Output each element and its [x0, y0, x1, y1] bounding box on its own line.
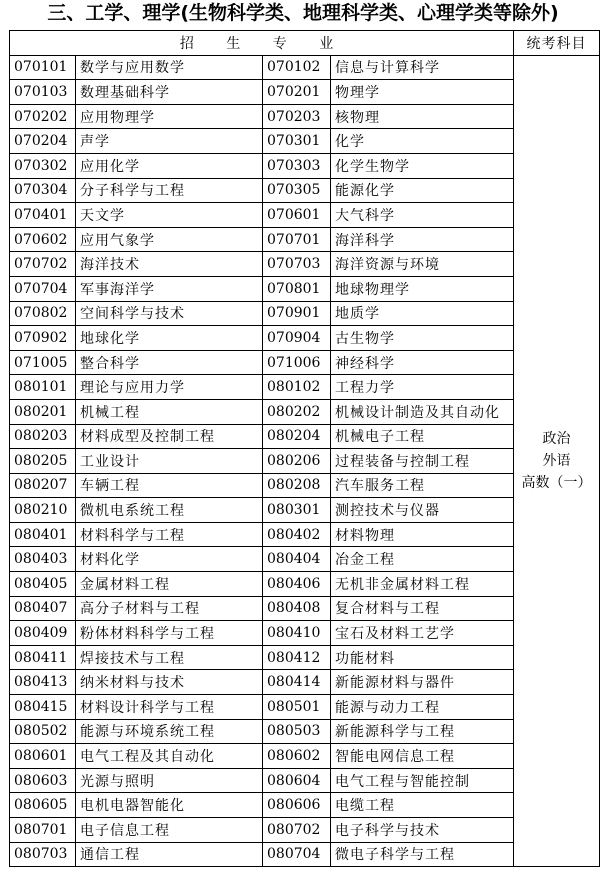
- major-name: 声学: [76, 129, 263, 154]
- major-code: 080201: [10, 399, 76, 424]
- major-name: 大气科学: [331, 203, 514, 228]
- major-code: 070302: [10, 153, 76, 178]
- major-name: 通信工程: [76, 842, 263, 867]
- major-name: 宝石及材料工艺学: [331, 621, 514, 646]
- major-name: 机械工程: [76, 399, 263, 424]
- table-row: [10, 621, 600, 646]
- table-row: [10, 719, 600, 744]
- major-code: 080204: [263, 424, 331, 449]
- table-row: [10, 350, 600, 375]
- table-row: [10, 793, 600, 818]
- major-code: 070204: [10, 129, 76, 154]
- major-name: 整合科学: [76, 350, 263, 375]
- major-name: 焊接技术与工程: [76, 645, 263, 670]
- major-code: 080101: [10, 375, 76, 400]
- major-code: 080408: [263, 596, 331, 621]
- major-name: 应用物理学: [76, 104, 263, 129]
- major-name: 材料物理: [331, 522, 514, 547]
- table-row: [10, 596, 600, 621]
- major-code: 080210: [10, 498, 76, 523]
- major-name: 智能电网信息工程: [331, 744, 514, 769]
- major-code: 070902: [10, 326, 76, 351]
- major-name: 物理学: [331, 80, 514, 105]
- table-row: [10, 449, 600, 474]
- major-name: 电气工程及其自动化: [76, 744, 263, 769]
- table-row: [10, 55, 600, 80]
- major-name: 空间科学与技术: [76, 301, 263, 326]
- major-code: 080301: [263, 498, 331, 523]
- major-code: 070901: [263, 301, 331, 326]
- major-name: 电机电器智能化: [76, 793, 263, 818]
- major-name: 能源与动力工程: [331, 695, 514, 720]
- major-name: 分子科学与工程: [76, 178, 263, 203]
- major-name: 复合材料与工程: [331, 596, 514, 621]
- major-name: 信息与计算科学: [331, 55, 514, 80]
- major-name: 理论与应用力学: [76, 375, 263, 400]
- major-code: 080414: [263, 670, 331, 695]
- major-code: 080406: [263, 572, 331, 597]
- table-row: [10, 744, 600, 769]
- major-code: 080207: [10, 473, 76, 498]
- major-name: 电子科学与技术: [331, 818, 514, 843]
- exam-subjects-cell: [514, 55, 600, 867]
- major-name: 功能材料: [331, 645, 514, 670]
- table-row: [10, 818, 600, 843]
- table-header-row: [10, 31, 600, 56]
- major-code: 080605: [10, 793, 76, 818]
- major-name: 海洋资源与环境: [331, 252, 514, 277]
- major-name: 过程装备与控制工程: [331, 449, 514, 474]
- major-table: [9, 30, 600, 867]
- major-name: 数理基础科学: [76, 80, 263, 105]
- major-name: 金属材料工程: [76, 572, 263, 597]
- major-code: 080601: [10, 744, 76, 769]
- major-name: 工程力学: [331, 375, 514, 400]
- major-name: 机械设计制造及其自动化: [331, 399, 514, 424]
- major-name: 数学与应用数学: [76, 55, 263, 80]
- major-code: 070102: [263, 55, 331, 80]
- major-name: 能源化学: [331, 178, 514, 203]
- table-row: [10, 153, 600, 178]
- major-name: 光源与照明: [76, 768, 263, 793]
- header-exam-subjects: 统考科目: [514, 31, 600, 56]
- major-name: 纳米材料与技术: [76, 670, 263, 695]
- table-row: [10, 695, 600, 720]
- major-name: 材料科学与工程: [76, 522, 263, 547]
- major-code: 080704: [263, 842, 331, 867]
- major-code: 080403: [10, 547, 76, 572]
- major-code: 070802: [10, 301, 76, 326]
- table-row: [10, 80, 600, 105]
- table-row: [10, 276, 600, 301]
- major-name: 材料成型及控制工程: [76, 424, 263, 449]
- table-row: [10, 572, 600, 597]
- table-row: [10, 424, 600, 449]
- major-name: 化学: [331, 129, 514, 154]
- major-name: 能源与环境系统工程: [76, 719, 263, 744]
- table-row: [10, 203, 600, 228]
- major-code: 070303: [263, 153, 331, 178]
- major-code: 080501: [263, 695, 331, 720]
- major-code: 080603: [10, 768, 76, 793]
- major-code: 080401: [10, 522, 76, 547]
- major-name: 机械电子工程: [331, 424, 514, 449]
- table-row: [10, 473, 600, 498]
- major-name: 测控技术与仪器: [331, 498, 514, 523]
- table-row: [10, 522, 600, 547]
- major-code: 080702: [263, 818, 331, 843]
- major-code: 080102: [263, 375, 331, 400]
- major-code: 080412: [263, 645, 331, 670]
- major-code: 070701: [263, 227, 331, 252]
- major-code: 080411: [10, 645, 76, 670]
- major-code: 080415: [10, 695, 76, 720]
- major-name: 天文学: [76, 203, 263, 228]
- table-row: [10, 301, 600, 326]
- major-name: 地球物理学: [331, 276, 514, 301]
- major-name: 地质学: [331, 301, 514, 326]
- table-row: [10, 326, 600, 351]
- header-major: 招 生 专 业: [10, 31, 514, 56]
- major-code: 080205: [10, 449, 76, 474]
- major-code: 070201: [263, 80, 331, 105]
- major-code: 070305: [263, 178, 331, 203]
- major-name: 车辆工程: [76, 473, 263, 498]
- major-name: 应用气象学: [76, 227, 263, 252]
- major-code: 070401: [10, 203, 76, 228]
- major-code: 080409: [10, 621, 76, 646]
- major-code: 080202: [263, 399, 331, 424]
- major-name: 工业设计: [76, 449, 263, 474]
- major-code: 080203: [10, 424, 76, 449]
- major-code: 080602: [263, 744, 331, 769]
- major-code: 070203: [263, 104, 331, 129]
- major-name: 新能源科学与工程: [331, 719, 514, 744]
- major-name: 军事海洋学: [76, 276, 263, 301]
- major-name: 材料化学: [76, 547, 263, 572]
- table-row: [10, 842, 600, 867]
- exam-subject: 高数（一）: [521, 474, 592, 491]
- table-body: [10, 55, 600, 867]
- major-code: 070202: [10, 104, 76, 129]
- major-name: 电气工程与智能控制: [331, 768, 514, 793]
- major-code: 080701: [10, 818, 76, 843]
- major-code: 070103: [10, 80, 76, 105]
- exam-subject: 外语: [542, 452, 571, 469]
- major-code: 080407: [10, 596, 76, 621]
- major-name: 粉体材料科学与工程: [76, 621, 263, 646]
- major-code: 070904: [263, 326, 331, 351]
- table-row: [10, 547, 600, 572]
- table-row: [10, 498, 600, 523]
- major-code: 080206: [263, 449, 331, 474]
- major-name: 古生物学: [331, 326, 514, 351]
- major-name: 海洋技术: [76, 252, 263, 277]
- exam-subject: 政治: [542, 430, 571, 447]
- major-code: 080404: [263, 547, 331, 572]
- major-name: 新能源材料与器件: [331, 670, 514, 695]
- major-name: 电子信息工程: [76, 818, 263, 843]
- major-name: 微电子科学与工程: [331, 842, 514, 867]
- major-code: 080703: [10, 842, 76, 867]
- table-row: [10, 645, 600, 670]
- major-code: 071005: [10, 350, 76, 375]
- major-code: 080208: [263, 473, 331, 498]
- major-name: 电缆工程: [331, 793, 514, 818]
- major-name: 高分子材料与工程: [76, 596, 263, 621]
- table-row: [10, 399, 600, 424]
- major-code: 070304: [10, 178, 76, 203]
- major-name: 材料设计科学与工程: [76, 695, 263, 720]
- major-code: 080405: [10, 572, 76, 597]
- major-name: 应用化学: [76, 153, 263, 178]
- major-name: 微机电系统工程: [76, 498, 263, 523]
- major-code: 080502: [10, 719, 76, 744]
- major-name: 化学生物学: [331, 153, 514, 178]
- table-row: [10, 768, 600, 793]
- major-name: 核物理: [331, 104, 514, 129]
- major-code: 080606: [263, 793, 331, 818]
- major-code: 080402: [263, 522, 331, 547]
- major-code: 080410: [263, 621, 331, 646]
- major-code: 070704: [10, 276, 76, 301]
- major-code: 071006: [263, 350, 331, 375]
- major-code: 070601: [263, 203, 331, 228]
- major-code: 070101: [10, 55, 76, 80]
- major-name: 神经科学: [331, 350, 514, 375]
- major-code: 080413: [10, 670, 76, 695]
- major-name: 冶金工程: [331, 547, 514, 572]
- major-code: 070703: [263, 252, 331, 277]
- major-name: 无机非金属材料工程: [331, 572, 514, 597]
- table-row: [10, 670, 600, 695]
- major-name: 海洋科学: [331, 227, 514, 252]
- table-row: [10, 104, 600, 129]
- major-code: 080604: [263, 768, 331, 793]
- table-row: [10, 375, 600, 400]
- major-code: 080503: [263, 719, 331, 744]
- table-row: [10, 252, 600, 277]
- table-row: [10, 129, 600, 154]
- major-code: 070702: [10, 252, 76, 277]
- table-row: [10, 178, 600, 203]
- table-row: [10, 227, 600, 252]
- major-name: 汽车服务工程: [331, 473, 514, 498]
- major-code: 070602: [10, 227, 76, 252]
- page-title: 三、工学、理学(生物科学类、地理科学类、心理学类等除外): [47, 2, 559, 24]
- major-code: 070801: [263, 276, 331, 301]
- major-code: 070301: [263, 129, 331, 154]
- major-name: 地球化学: [76, 326, 263, 351]
